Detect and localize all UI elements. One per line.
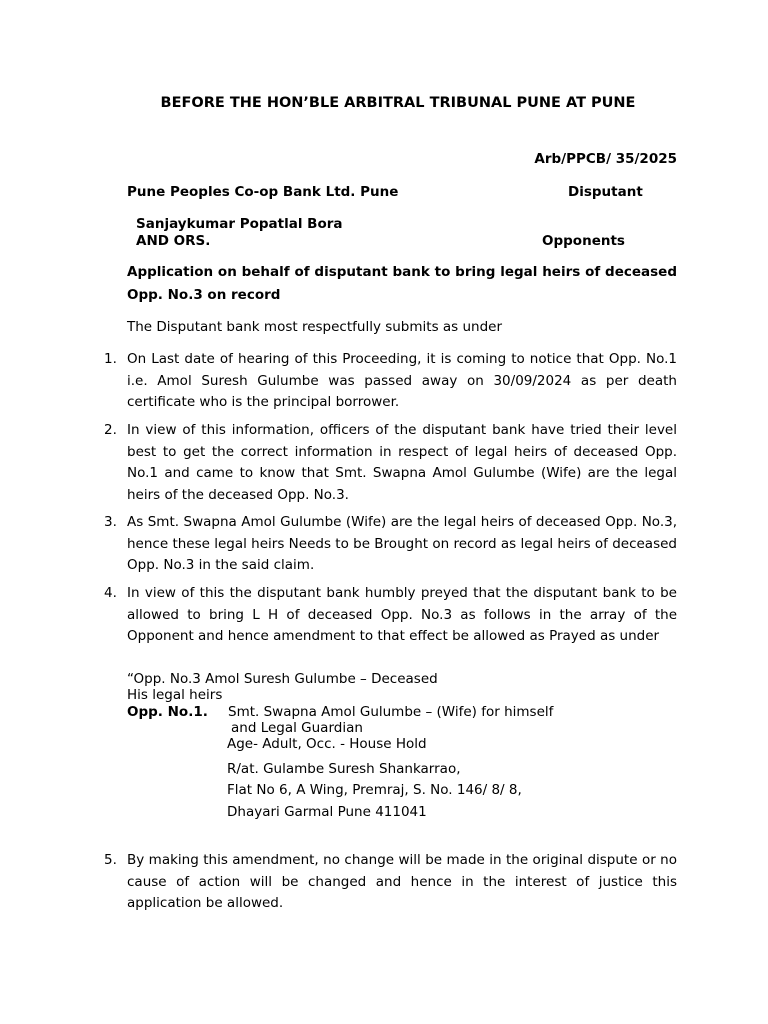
paragraph-text: As Smt. Swapna Amol Gulumbe (Wife) are the legal heirs of deceased Opp. No.3, hence these legal heirs Needs to be Brought on record as legal heirs of deceased Opp. No.3 in the said claim. bbox=[127, 514, 677, 573]
disputant-role: Disputant bbox=[568, 184, 643, 200]
list-number: 5. bbox=[104, 852, 117, 868]
paragraph-text: By making this amendment, no change will be made in the original dispute or no cause of action will be changed and hence in the interest of justice this application be allowed. bbox=[127, 852, 677, 911]
heir-name: Smt. Swapna Amol Gulumbe – (Wife) for himself bbox=[228, 704, 554, 720]
case-number: Arb/PPCB/ 35/2025 bbox=[534, 151, 677, 167]
heir-address-line3: Dhayari Garmal Pune 411041 bbox=[227, 804, 427, 820]
paragraph-text: In view of this information, officers of the disputant bank have tried their level best to get the correct information in respect of legal heirs of deceased Opp. No.1 and came to know that Smt. Swapna Amol Gulumbe (Wife) are the legal heirs of the deceased Opp. No.3. bbox=[127, 422, 677, 503]
intro-text: The Disputant bank most respectfully submits as under bbox=[127, 319, 503, 335]
heir-age-occupation: Age- Adult, Occ. - House Hold bbox=[227, 736, 427, 752]
heir-guardian: and Legal Guardian bbox=[231, 720, 363, 736]
opponent-name: Sanjaykumar Popatlal Bora bbox=[136, 216, 343, 232]
heir-address-line2: Flat No 6, A Wing, Premraj, S. No. 146/ 8/ 8, bbox=[227, 782, 522, 798]
opp-label: Opp. No.1. bbox=[127, 704, 208, 720]
opponent-role: Opponents bbox=[542, 233, 625, 249]
application-subject: Application on behalf of disputant bank to bring legal heirs of deceased Opp. No.3 on record bbox=[127, 264, 677, 303]
disputant-name: Pune Peoples Co-op Bank Ltd. Pune bbox=[127, 184, 399, 200]
paragraph-text: On Last date of hearing of this Proceeding, it is coming to notice that Opp. No.1 i.e. Amol Suresh Gulumbe was passed away on 30/09/2024 as per death certificate who is the principal borrower. bbox=[127, 351, 677, 410]
list-number: 4. bbox=[104, 585, 117, 601]
heirs-label: His legal heirs bbox=[127, 687, 223, 703]
document-title: BEFORE THE HON’BLE ARBITRAL TRIBUNAL PUNE AT PUNE bbox=[160, 95, 636, 111]
paragraph-text: In view of this the disputant bank humbly preyed that the disputant bank to be allowed to bring L H of deceased Opp. No.3 as follows in the array of the Opponent and hence amendment to that effect be allowed as Prayed as under bbox=[127, 585, 677, 644]
opponent-ors: AND ORS. bbox=[136, 233, 211, 249]
deceased-line: “Opp. No.3 Amol Suresh Gulumbe – Deceased bbox=[127, 671, 438, 687]
list-number: 3. bbox=[104, 514, 117, 530]
list-number: 2. bbox=[104, 422, 117, 438]
heir-address-line1: R/at. Gulambe Suresh Shankarrao, bbox=[227, 761, 461, 777]
list-number: 1. bbox=[104, 351, 117, 367]
